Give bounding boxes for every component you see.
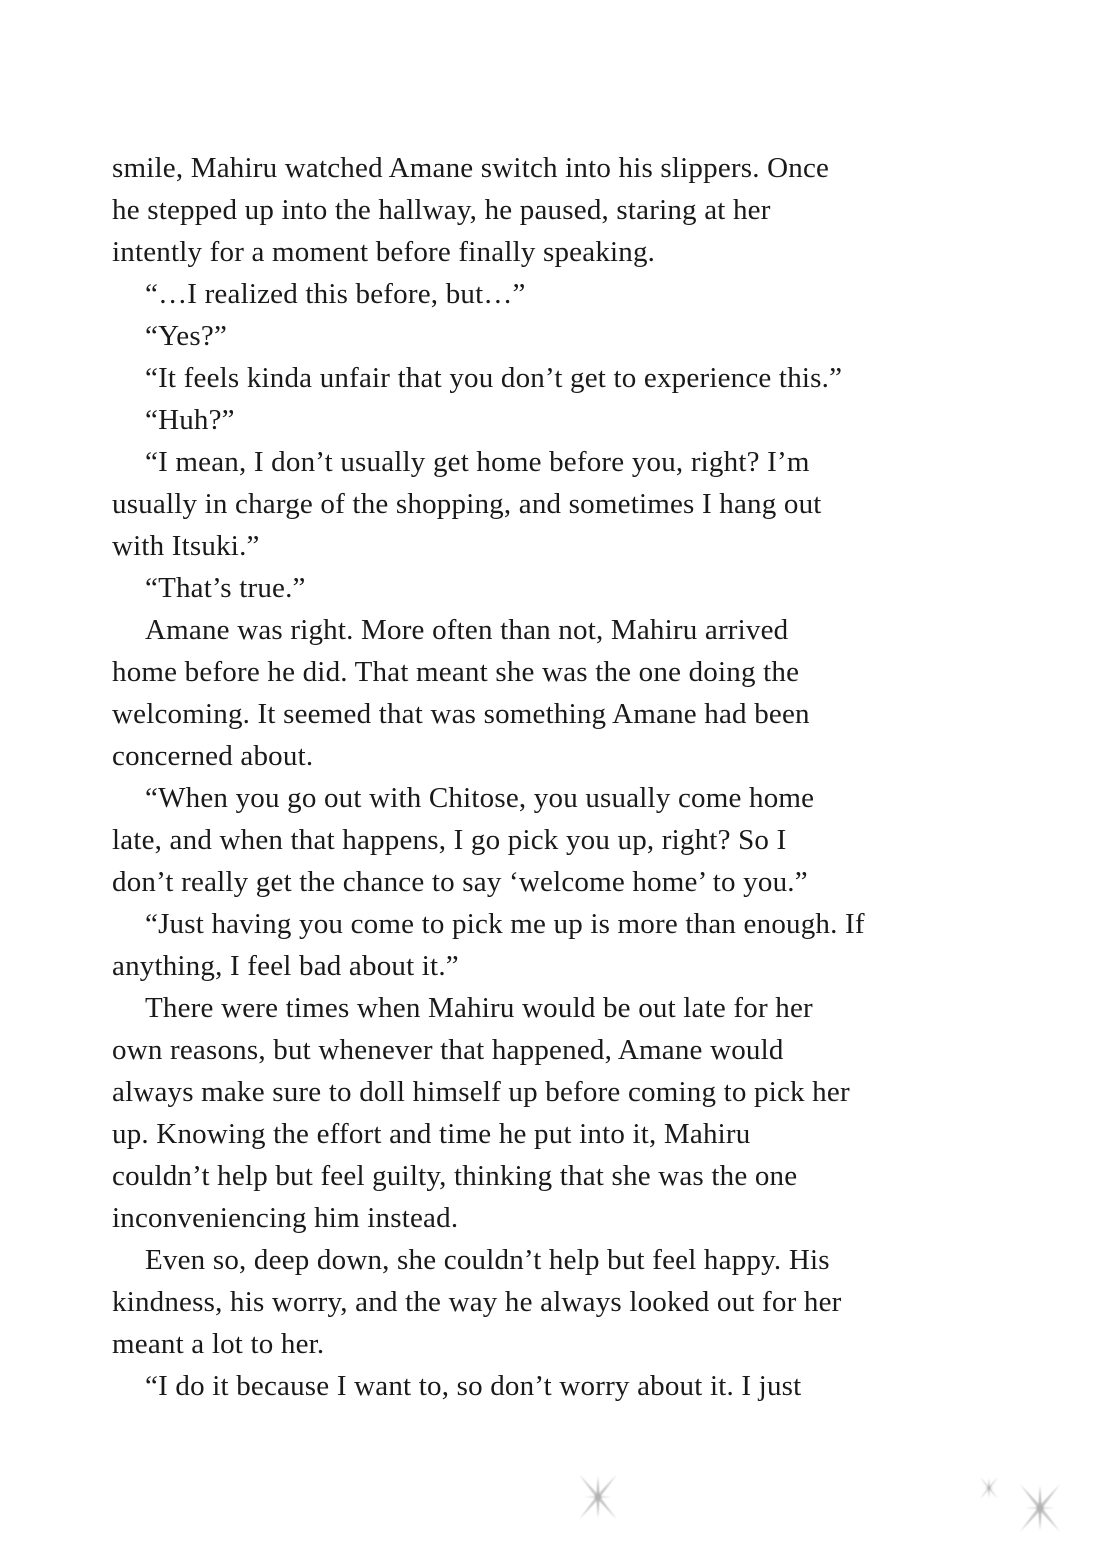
- paragraph: [112, 567, 992, 609]
- text-line: own reasons, but whenever that happened, Amane would: [112, 1034, 784, 1066]
- paragraph: [112, 147, 992, 273]
- paragraph: [112, 1365, 992, 1407]
- paragraph: [112, 777, 992, 903]
- text-line: with Itsuki.”: [112, 530, 260, 562]
- paragraph: [112, 903, 992, 987]
- text-body: [112, 147, 992, 1407]
- text-line: “Yes?”: [145, 320, 228, 352]
- paragraph: [112, 399, 992, 441]
- paragraph: [112, 987, 992, 1239]
- text-line: Amane was right. More often than not, Mahiru arrived: [145, 614, 789, 646]
- text-line: “I do it because I want to, so don’t worry about it. I just: [145, 1370, 802, 1402]
- text-line: “Huh?”: [145, 404, 235, 436]
- text-line: smile, Mahiru watched Amane switch into his slippers. Once: [112, 152, 830, 184]
- text-line: “When you go out with Chitose, you usually come home: [145, 782, 815, 814]
- text-line: There were times when Mahiru would be out late for her: [145, 992, 813, 1024]
- text-line: meant a lot to her.: [112, 1328, 325, 1360]
- text-line: “Just having you come to pick me up is more than enough. If: [145, 908, 865, 940]
- text-line: anything, I feel bad about it.”: [112, 950, 459, 982]
- text-line: home before he did. That meant she was the one doing the: [112, 656, 800, 688]
- text-line: welcoming. It seemed that was something Amane had been: [112, 698, 810, 730]
- sparkle-icon: [569, 1468, 627, 1526]
- text-line: Even so, deep down, she couldn’t help but feel happy. His: [145, 1244, 830, 1276]
- text-line: he stepped up into the hallway, he paused, staring at her: [112, 194, 771, 226]
- text-line: “I mean, I don’t usually get home before you, right? I’m: [145, 446, 810, 478]
- text-line: usually in charge of the shopping, and sometimes I hang out: [112, 488, 822, 520]
- sparkle-icon: [975, 1474, 1003, 1502]
- text-line: couldn’t help but feel guilty, thinking that she was the one: [112, 1160, 798, 1192]
- text-line: “That’s true.”: [145, 572, 306, 604]
- paragraph: [112, 1239, 992, 1365]
- text-line: up. Knowing the effort and time he put into it, Mahiru: [112, 1118, 751, 1150]
- paragraph: [112, 609, 992, 777]
- text-line: inconveniencing him instead.: [112, 1202, 459, 1234]
- text-line: always make sure to doll himself up before coming to pick her: [112, 1076, 850, 1108]
- paragraph: [112, 273, 992, 315]
- text-line: concerned about.: [112, 740, 314, 772]
- text-line: “It feels kinda unfair that you don’t get to experience this.”: [145, 362, 843, 394]
- text-line: intently for a moment before finally speaking.: [112, 236, 656, 268]
- text-line: late, and when that happens, I go pick you up, right? So I: [112, 824, 787, 856]
- paragraph: [112, 315, 992, 357]
- text-line: “…I realized this before, but…”: [145, 278, 526, 310]
- sparkle-icon: [1009, 1477, 1071, 1539]
- paragraph: [112, 357, 992, 399]
- paragraph: [112, 441, 992, 567]
- text-line: don’t really get the chance to say ‘welcome home’ to you.”: [112, 866, 808, 898]
- text-line: kindness, his worry, and the way he always looked out for her: [112, 1286, 842, 1318]
